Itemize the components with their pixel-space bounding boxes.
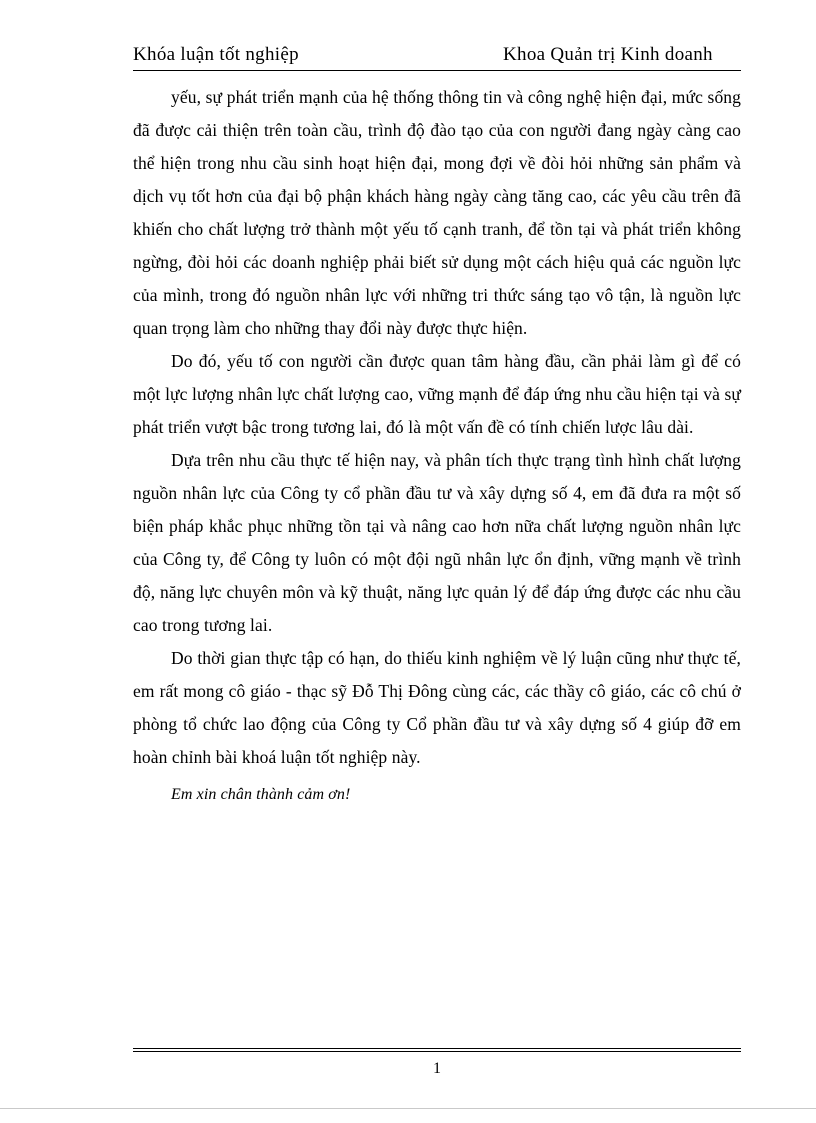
body-text (133, 81, 741, 811)
page-content (133, 42, 741, 827)
page-number: 1 (433, 1060, 441, 1077)
paragraph-3: Dựa trên nhu cầu thực tế hiện nay, và phân tích thực trạng tình hình chất lượng nguồn nhân lực của Công ty cổ phần đầu tư và xây dựng số 4, em đã đưa ra một số biện pháp khắc phục những tồn tại và nâng cao hơn nữa chất lượng nguồn nhân lực của Công ty, để Công ty luôn có một đội ngũ nhân lực ổn định, vững mạnh về trình độ, năng lực chuyên môn và kỹ thuật, năng lực quản lý để đáp ứng được các nhu cầu cao trong tương lai. (133, 450, 741, 635)
signoff-text: Em xin chân thành cảm ơn! (171, 786, 351, 803)
page-header (133, 42, 741, 67)
page-bottom-edge (0, 1108, 816, 1109)
page-footer (133, 1048, 741, 1080)
header-right-text: Khoa Quản trị Kinh doanh (503, 44, 713, 65)
paragraph-4: Do thời gian thực tập có hạn, do thiếu kinh nghiệm về lý luận cũng như thực tế, em rất mong cô giáo - thạc sỹ Đỗ Thị Đông cùng các, các thầy cô giáo, các cô chú ở phòng tổ chức lao động của Công ty Cổ phần đầu tư và xây dựng số 4 giúp đỡ em hoàn chỉnh bài khoá luận tốt nghiệp này. (133, 648, 741, 767)
header-left-text: Khóa luận tốt nghiệp (133, 44, 299, 65)
paragraph-1: yếu, sự phát triển mạnh của hệ thống thông tin và công nghệ hiện đại, mức sống đã được cải thiện trên toàn cầu, trình độ đào tạo của con người đang ngày càng cao thể hiện trong nhu cầu sinh hoạt hiện đại, mong đợi về đòi hỏi những sản phẩm và dịch vụ tốt hơn của đại bộ phận khách hàng ngày càng tăng cao, các yêu cầu trên đã khiến cho chất lượng trở thành một yếu tố cạnh tranh, để tồn tại và phát triển không ngừng, đòi hỏi các doanh nghiệp phải biết sử dụng một cách hiệu quả các nguồn lực của mình, trong đó nguồn nhân lực với những tri thức sáng tạo vô tận, là nguồn lực quan trọng làm cho những thay đổi này được thực hiện. (133, 87, 741, 338)
header-divider (133, 70, 741, 71)
paragraph-2: Do đó, yếu tố con người cần được quan tâm hàng đầu, cần phải làm gì để có một lực lượng nhân lực chất lượng cao, vững mạnh để đáp ứng nhu cầu hiện tại và sự phát triển vượt bậc trong tương lai, đó là một vấn đề có tính chiến lược lâu dài. (133, 351, 741, 437)
